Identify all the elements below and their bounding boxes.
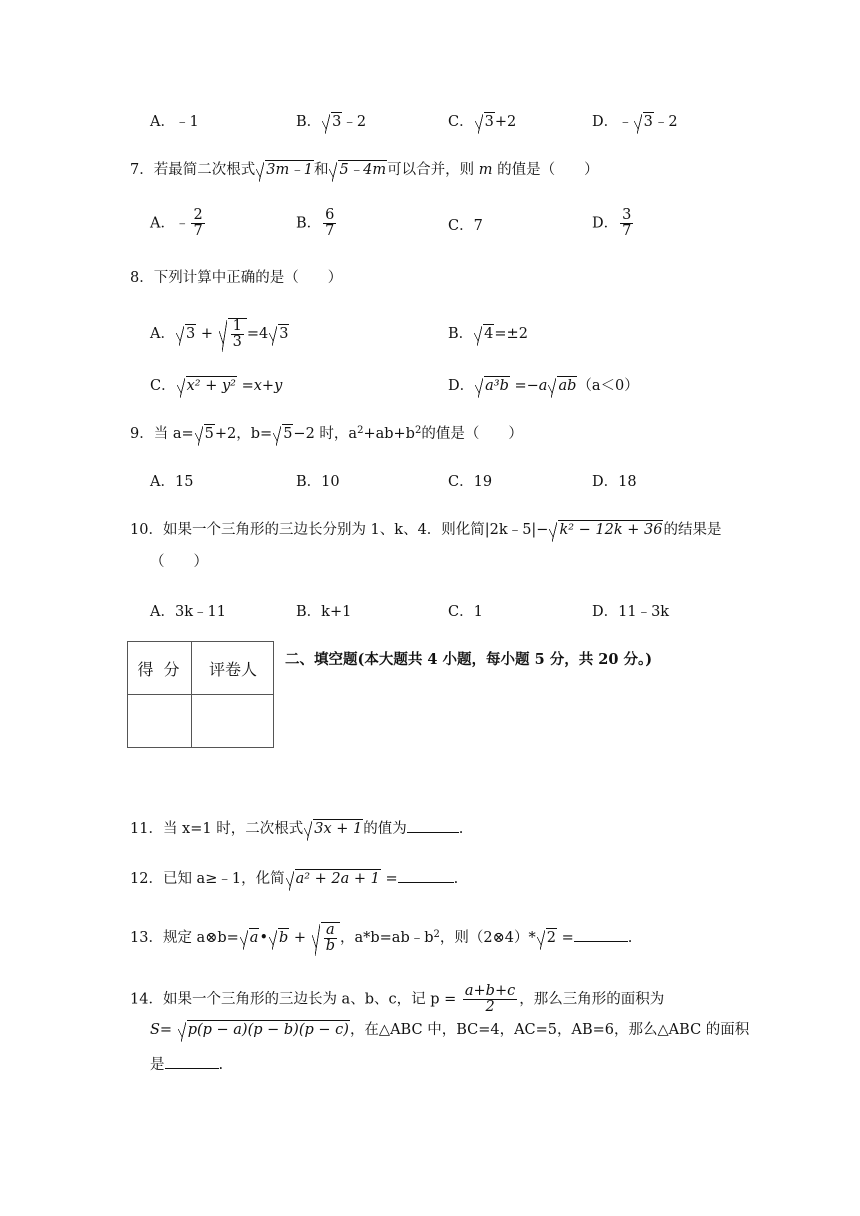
q8-option-c: C． x² + y² =x+y	[150, 378, 283, 394]
sqrt-sign: 3	[322, 112, 342, 132]
score-table	[127, 641, 274, 748]
answer-blank[interactable]	[574, 927, 628, 942]
sqrt-sign: 5	[195, 424, 215, 444]
fraction: $\frac{2}{7}$	[193, 207, 203, 239]
q7-option-d: D． $\frac{3}{7}$	[592, 207, 632, 239]
answer-blank[interactable]	[165, 1054, 219, 1069]
q10-stem-cont: （ ）	[150, 554, 208, 570]
q14-line3: 是 .	[150, 1054, 223, 1075]
sqrt-sign: 2	[537, 928, 557, 948]
q9-option-b: B．10	[296, 474, 340, 490]
sqrt-sign	[312, 922, 340, 954]
sqrt-sign: a	[240, 928, 260, 948]
q7-option-a: A．﹣ $\frac{2}{7}$	[150, 207, 203, 239]
q10-option-b: B．k+1	[296, 604, 352, 620]
q11: 11．当 x=1 时，二次根式 3x + 1的值为 .	[130, 818, 463, 839]
q10-option-a: A．3k﹣11	[150, 604, 226, 620]
q8-stem: 8．下列计算中正确的是（ ）	[130, 270, 343, 286]
q6-option-b: B． 3﹣2	[296, 114, 367, 130]
q8-option-d: D． a³b =−a ab（a＜0）	[448, 378, 639, 394]
q7-option-c: C．7	[448, 218, 483, 234]
sqrt-sign: 5﹣4m	[329, 160, 387, 180]
fraction: $\frac{a}{b}$	[325, 922, 335, 954]
answer-blank[interactable]	[407, 818, 459, 833]
fraction: $\frac{6}{7}$	[325, 207, 335, 239]
answer-blank[interactable]	[398, 868, 454, 883]
score-header: 得分	[137, 659, 190, 679]
table-divider	[128, 694, 273, 695]
sqrt-sign: 3x + 1	[304, 819, 363, 839]
sqrt-sign: ab	[548, 376, 577, 396]
sqrt-sign: 3	[176, 324, 196, 344]
q14-line2: S= p(p − a)(p − b)(p − c)，在△ABC 中，BC=4，AC=5，AB=6，那么△ABC 的面积	[150, 1022, 750, 1038]
sqrt-sign: 3	[269, 324, 289, 344]
q10-stem: 10．如果一个三角形的三边长分别为 1、k、4．则化简|2k﹣5|− k² − 12k + 36的结果是	[130, 522, 722, 538]
q13: 13．规定 a⊗b= a• b + $\frac{a}{b}$ ，$a*b=ab﹣b^2$，则（2⊗4）* 2 = .	[130, 922, 633, 954]
q6-option-c: C． 3+2	[448, 114, 517, 130]
q9-option-d: D．18	[592, 474, 637, 490]
fraction: $\frac{1}{3}$	[232, 318, 242, 350]
section-2-heading: 二、填空题(本大题共 4 小题，每小题 5 分，共 20 分。)	[285, 651, 653, 668]
q14-line1: 14．如果一个三角形的三边长为 a、b、c，记 p = $\frac{a+b+c}{2}$ ，那么三角形的面积为	[130, 983, 665, 1015]
q7-stem: 7．若最简二次根式 3m﹣1和 5﹣4m可以合并，则 m 的值是（ ）	[130, 162, 599, 178]
sqrt-sign: 3m﹣1	[256, 160, 314, 180]
sqrt-sign: 3	[475, 112, 495, 132]
sqrt-sign	[219, 318, 247, 350]
fraction: $\frac{a+b+c}{2}$	[464, 983, 516, 1015]
sqrt-sign: 5	[273, 424, 293, 444]
sqrt-sign: a³b	[475, 376, 510, 396]
sqrt-sign: 4	[474, 324, 494, 344]
q9-option-a: A．15	[150, 474, 194, 490]
q8-option-b: B． 4=±2	[448, 326, 528, 342]
q10-option-d: D．11﹣3k	[592, 604, 670, 620]
q7-option-b: B． $\frac{6}{7}$	[296, 207, 335, 239]
sqrt-sign: a² + 2a + 1	[286, 869, 381, 889]
sqrt-sign: k² − 12k + 36	[549, 520, 663, 540]
sqrt-sign: x² + y²	[177, 376, 237, 396]
q6-option-d: D．﹣ 3﹣2	[592, 114, 678, 130]
q8-option-a: A． 3 + $\frac{1}{3}$ =4 3	[150, 318, 289, 350]
grader-header: 评卷人	[208, 659, 257, 679]
q9-option-c: C．19	[448, 474, 493, 490]
fraction: $\frac{3}{7}$	[622, 207, 632, 239]
sqrt-sign: 3	[634, 112, 654, 132]
sqrt-sign: b	[269, 928, 289, 948]
q6-option-a: A．﹣1	[150, 114, 199, 130]
q10-option-c: C．1	[448, 604, 483, 620]
q12: 12．已知 a≥﹣1，化简 a² + 2a + 1 = .	[130, 868, 458, 889]
sqrt-sign: p(p − a)(p − b)(p − c)	[178, 1020, 350, 1040]
q9-stem: 9．当 a= 5+2，b= 5−2 时，$a^2+ab+b^2$的值是（ ）	[130, 425, 523, 442]
